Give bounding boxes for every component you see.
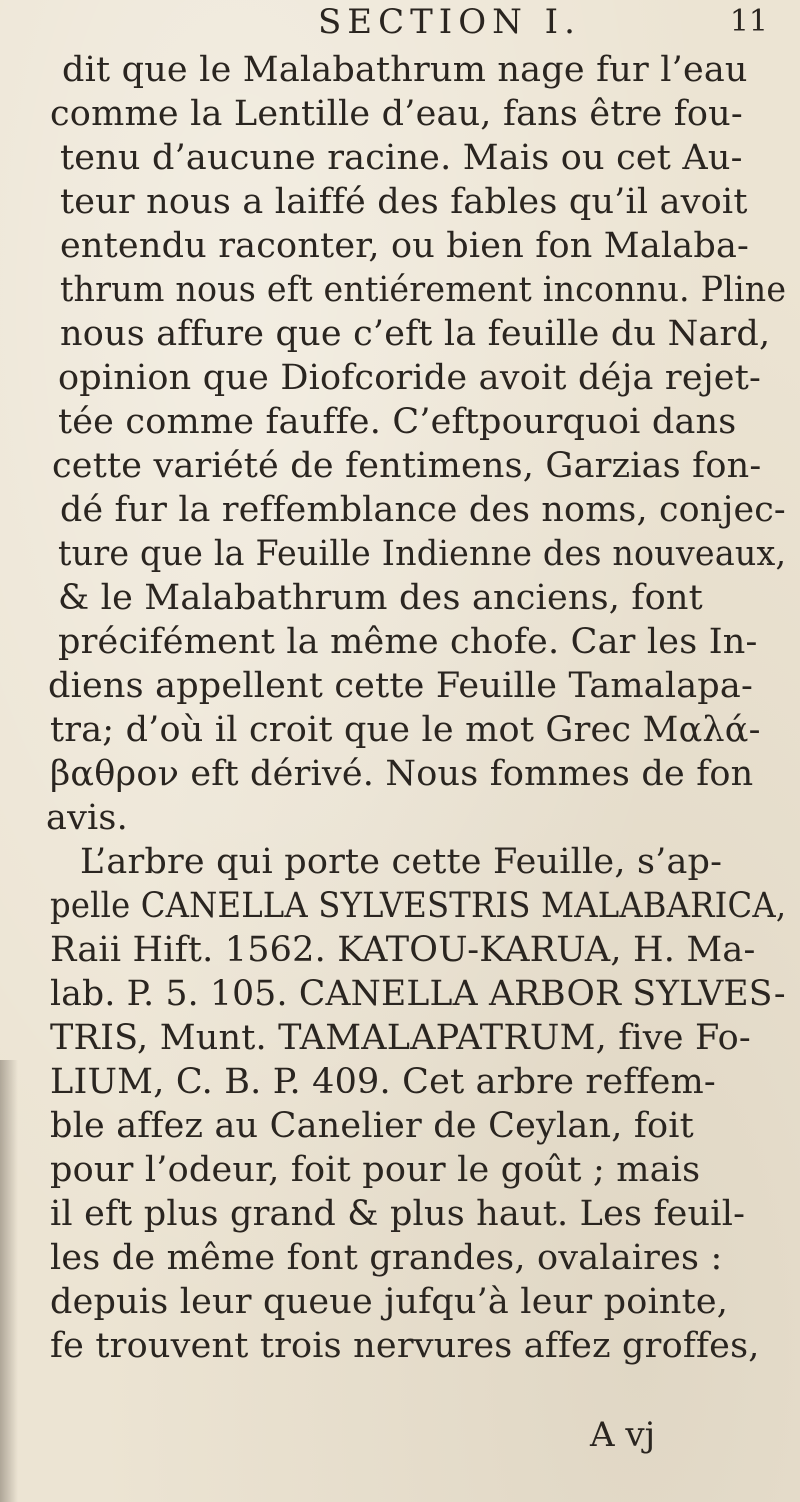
text-line: il eft plus grand & plus haut. Les feuil- [50, 1194, 746, 1234]
text-line: & le Malabathrum des anciens, font [58, 578, 703, 618]
text-line: tenu d’aucune racine. Mais ou cet Au- [60, 138, 743, 178]
page-number: 11 [729, 4, 768, 39]
text-line: thrum nous eft entiérement inconnu. Pline [60, 270, 787, 310]
text-line: précifément la même chofe. Car les In- [58, 622, 758, 662]
text-line: dit que le Malabathrum nage fur l’eau [62, 50, 748, 90]
text-line: teur nous a laiffé des fables qu’il avoit [60, 182, 748, 222]
text-line: nous affure que c’eft la feuille du Nard, [60, 314, 771, 354]
section-title: SECTION I. [318, 2, 581, 42]
text-line: depuis leur queue jufqu’à leur pointe, [50, 1282, 729, 1322]
text-line: βαθρον eft dérivé. Nous fommes de fon [50, 754, 754, 794]
text-line: ture que la Feuille Indienne des nouveaux, [58, 534, 787, 574]
text-line: entendu raconter, ou bien fon Malaba- [60, 226, 750, 266]
text-line: tée comme fauffe. C’eftpourquoi dans [58, 402, 737, 442]
text-line: pelle CANELLA SYLVESTRIS MALABARICA, [50, 886, 787, 926]
text-line: L’arbre qui porte cette Feuille, s’ap- [80, 842, 723, 882]
text-line: dé fur la reffemblance des noms, conjec- [60, 490, 786, 530]
text-line: fe trouvent trois nervures affez groffes, [50, 1326, 760, 1366]
text-line: les de même font grandes, ovalaires : [50, 1238, 723, 1278]
text-line: TRIS, Munt. TAMALAPATRUM, five Fo- [50, 1018, 751, 1058]
text-line: tra; d’où il croit que le mot Grec Μαλά- [50, 710, 761, 750]
page-gutter-shadow [0, 1060, 18, 1502]
text-line: LIUM, C. B. P. 409. Cet arbre reffem- [50, 1062, 716, 1102]
text-line: pour l’odeur, foit pour le goût ; mais [50, 1150, 701, 1190]
text-line: avis. [46, 798, 128, 838]
text-line: ble affez au Canelier de Ceylan, foit [50, 1106, 694, 1146]
text-line: lab. P. 5. 105. CANELLA ARBOR SYLVES- [50, 974, 786, 1014]
text-line: Raii Hift. 1562. KATOU-KARUA, H. Ma- [50, 930, 756, 970]
text-line: cette variété de fentimens, Garzias fon- [52, 446, 762, 486]
running-head [0, 2, 800, 48]
text-line: diens appellent cette Feuille Tamalapa- [48, 666, 753, 706]
catchword-signature: A vj [590, 1415, 656, 1455]
text-line: opinion que Diofcoride avoit déja rejet- [58, 358, 762, 398]
text-line: comme la Lentille d’eau, fans être fou- [50, 94, 743, 134]
